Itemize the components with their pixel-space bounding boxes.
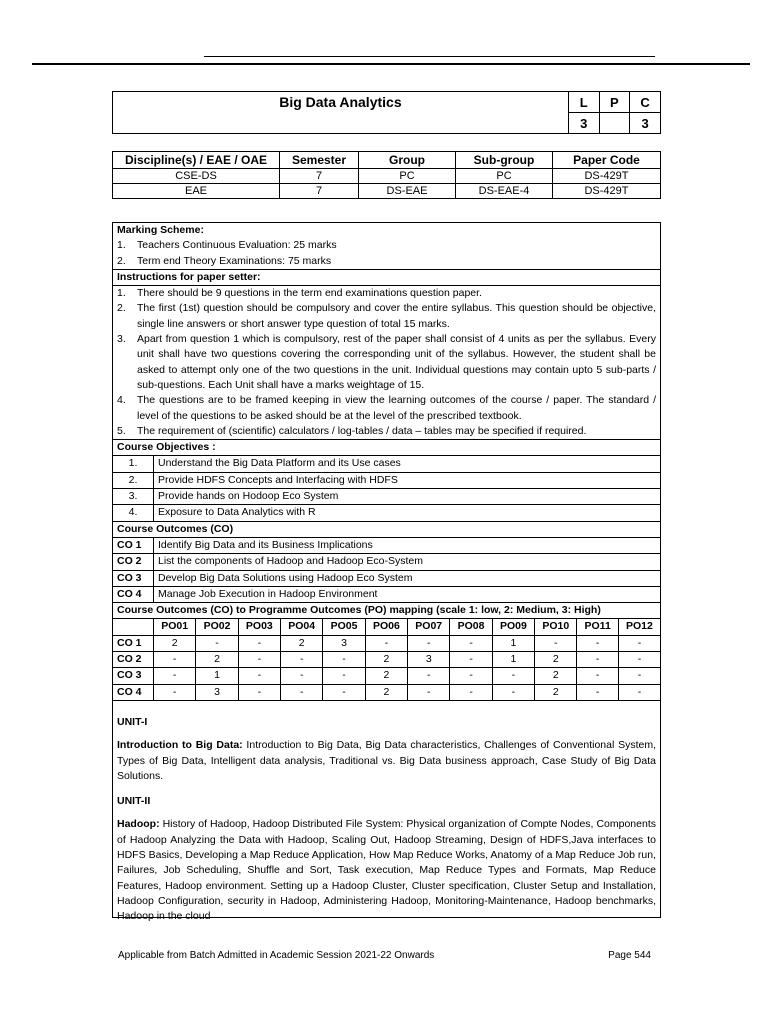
- co-row-label: CO 1: [113, 635, 154, 651]
- outcome-text: Manage Job Execution in Hadoop Environment: [154, 586, 661, 602]
- po-header-cell: PO10: [535, 619, 577, 635]
- mapping-value-cell: -: [408, 635, 450, 651]
- po-header-cell: PO05: [323, 619, 365, 635]
- discipline-cell: EAE: [113, 184, 280, 199]
- mapping-value-cell: 2: [535, 684, 577, 700]
- table-row: [113, 472, 660, 488]
- mapping-value-cell: -: [408, 668, 450, 684]
- marking-scheme-heading: Marking Scheme:: [117, 224, 204, 236]
- mapping-value-cell: -: [450, 668, 492, 684]
- mapping-value-cell: -: [323, 668, 365, 684]
- objective-text: Provide hands on Hodoop Eco System: [154, 489, 661, 505]
- list-number: 1.: [117, 287, 126, 300]
- page-footer: [118, 950, 651, 961]
- course-title: Big Data Analytics: [113, 92, 569, 134]
- group-cell: PC: [359, 169, 456, 184]
- list-text: Teachers Continuous Evaluation: 25 marks: [137, 239, 337, 252]
- table-row: [113, 570, 660, 586]
- unit-body: History of Hadoop, Hadoop Distributed File System: Physical organization of Compte Nodes, Components of Hadoop Analyzing the Data with Hadoop, Scaling Out, Hadoop Streaming, Design of HDFS,Java interfaces to HDFS Basics, Developing a Map Reduce Application, How Map Reduce Works, Anatomy of a Map Reduce Job run, Failures, Job Scheduling, Shuffle and Sort, Task execution, Map Reduce Types and Formats, Map Reduce Features, Hadoop environment. Setting up a Hadoop Cluster, Cluster specification, Cluster Setup and Installation, Hadoop Configuration, security in Hadoop, Administering Hadoop, Monitoring-Maintenance, Hadoop benchmarks, Hadoop in the cloud: [117, 818, 656, 923]
- unit-content: [117, 738, 656, 784]
- objective-text: Exposure to Data Analytics with R: [154, 505, 661, 521]
- mapping-value-cell: -: [281, 652, 323, 668]
- list-text: Term end Theory Examinations: 75 marks: [137, 254, 332, 267]
- lpc-header-l: L: [568, 92, 599, 113]
- instructions-section: [113, 286, 660, 440]
- outcome-text: Identify Big Data and its Business Implications: [154, 538, 661, 554]
- mapping-value-cell: -: [618, 668, 660, 684]
- mapping-value-cell: 2: [281, 635, 323, 651]
- mapping-value-cell: -: [577, 668, 618, 684]
- mapping-value-cell: 2: [154, 635, 196, 651]
- subgroup-cell: DS-EAE-4: [456, 184, 553, 199]
- table-row: [113, 505, 660, 521]
- list-number: 3.: [117, 333, 126, 346]
- co-row-label: CO 3: [113, 668, 154, 684]
- paper-code-header: Paper Code: [553, 152, 661, 169]
- mapping-header-row: [113, 619, 660, 635]
- discipline-row: [113, 169, 661, 184]
- mapping-value-cell: -: [323, 684, 365, 700]
- list-item: [117, 424, 656, 439]
- mapping-value-cell: -: [154, 684, 196, 700]
- outcome-label: CO 1: [113, 538, 154, 554]
- list-item: [117, 254, 656, 269]
- table-row: [113, 538, 660, 554]
- po-header-cell: PO04: [281, 619, 323, 635]
- discipline-header: Discipline(s) / EAE / OAE: [113, 152, 280, 169]
- mapping-row: [113, 652, 660, 668]
- mapping-heading: Course Outcomes (CO) to Programme Outcomes (PO) mapping (scale 1: low, 2: Medium, 3: High): [113, 603, 660, 619]
- mapping-value-cell: -: [238, 668, 280, 684]
- objectives-table: [113, 456, 660, 521]
- group-cell: DS-EAE: [359, 184, 456, 199]
- po-header-cell: PO06: [365, 619, 407, 635]
- list-number: 5.: [117, 424, 126, 437]
- table-row: [113, 489, 660, 505]
- objective-text: Understand the Big Data Platform and its Use cases: [154, 456, 661, 472]
- semester-cell: 7: [280, 169, 359, 184]
- list-item: [117, 286, 656, 301]
- subgroup-header: Sub-group: [456, 152, 553, 169]
- header-rule-thin: [204, 56, 655, 57]
- subgroup-cell: PC: [456, 169, 553, 184]
- header-rule-thick: [32, 63, 750, 65]
- mapping-value-cell: -: [281, 684, 323, 700]
- paper-code-cell: DS-429T: [553, 184, 661, 199]
- mapping-value-cell: 3: [408, 652, 450, 668]
- po-header-cell: PO12: [618, 619, 660, 635]
- outcome-text: Develop Big Data Solutions using Hadoop Eco System: [154, 570, 661, 586]
- marking-scheme-section: [113, 223, 660, 270]
- po-header-cell: PO02: [196, 619, 238, 635]
- mapping-row: [113, 635, 660, 651]
- units-section: [113, 701, 660, 925]
- po-header-cell: PO07: [408, 619, 450, 635]
- table-row: [113, 456, 660, 472]
- mapping-value-cell: -: [238, 684, 280, 700]
- outcome-label: CO 2: [113, 554, 154, 570]
- page-number: Page 544: [608, 950, 651, 961]
- po-header-cell: PO03: [238, 619, 280, 635]
- mapping-value-cell: 3: [323, 635, 365, 651]
- list-item: [117, 238, 656, 253]
- mapping-value-cell: -: [196, 635, 238, 651]
- po-header-cell: PO09: [492, 619, 534, 635]
- mapping-value-cell: -: [238, 652, 280, 668]
- co-row-label: CO 4: [113, 684, 154, 700]
- mapping-value-cell: -: [618, 652, 660, 668]
- mapping-value-cell: 2: [365, 668, 407, 684]
- mapping-value-cell: -: [154, 668, 196, 684]
- mapping-value-cell: 2: [535, 668, 577, 684]
- mapping-value-cell: 2: [365, 684, 407, 700]
- table-row: [113, 586, 660, 602]
- list-item: [117, 301, 656, 332]
- unit-heading: UNIT-I: [117, 715, 148, 728]
- list-text: The questions are to be framed keeping in view the learning outcomes of the course / paper. The standard / level of the questions to be asked should be at the level of the prescribed textbook.: [137, 394, 656, 422]
- mapping-value-cell: -: [618, 684, 660, 700]
- objective-number: 1.: [113, 456, 154, 472]
- list-text: Apart from question 1 which is compulsory, rest of the paper shall consist of 4 units as per the syllabus. Every unit shall have two questions covering the corresponding unit of the syllabus. However, the student shall be asked to attempt only one of the two questions in the unit. Individual questions may contain upto 5 sub-parts / sub-questions. Each Unit shall have a marks weightage of 15.: [137, 333, 656, 391]
- group-header: Group: [359, 152, 456, 169]
- mapping-value-cell: -: [450, 684, 492, 700]
- mapping-value-cell: 3: [196, 684, 238, 700]
- list-number: 1.: [117, 239, 126, 252]
- mapping-value-cell: -: [577, 635, 618, 651]
- mapping-row: [113, 684, 660, 700]
- objective-number: 2.: [113, 472, 154, 488]
- objective-text: Provide HDFS Concepts and Interfacing with HDFS: [154, 472, 661, 488]
- outcome-label: CO 4: [113, 586, 154, 602]
- po-header-cell: PO08: [450, 619, 492, 635]
- lpc-value-p: [599, 113, 630, 134]
- list-text: The requirement of (scientific) calculators / log-tables / data – tables may be specified if required.: [137, 424, 587, 437]
- outcome-text: List the components of Hadoop and Hadoop Eco-System: [154, 554, 661, 570]
- discipline-cell: CSE-DS: [113, 169, 280, 184]
- outcomes-heading: Course Outcomes (CO): [113, 522, 660, 538]
- list-text: There should be 9 questions in the term end examinations question paper.: [137, 287, 482, 300]
- mapping-value-cell: -: [492, 668, 534, 684]
- co-row-label: CO 2: [113, 652, 154, 668]
- mapping-value-cell: 1: [196, 668, 238, 684]
- mapping-value-cell: -: [535, 635, 577, 651]
- paper-code-cell: DS-429T: [553, 169, 661, 184]
- list-item: [117, 393, 656, 424]
- unit-heading: UNIT-II: [117, 795, 151, 808]
- mapping-row: [113, 668, 660, 684]
- mapping-value-cell: 1: [492, 652, 534, 668]
- course-title-table: [112, 91, 661, 134]
- lpc-header-c: C: [630, 92, 661, 113]
- po-header-cell: PO01: [154, 619, 196, 635]
- mapping-value-cell: -: [492, 684, 534, 700]
- mapping-value-cell: -: [577, 684, 618, 700]
- unit-body: Introduction to Big Data, Big Data characteristics, Challenges of Conventional System, Types of Big Data, Intelligent data analysis, Traditional vs. Big Data business approach, Case Study of Big Data Solutions.: [117, 739, 656, 782]
- lpc-value-c: 3: [630, 113, 661, 134]
- mapping-value-cell: -: [618, 635, 660, 651]
- discipline-header-row: [113, 152, 661, 169]
- objectives-heading: Course Objectives :: [113, 440, 660, 456]
- syllabus-box: [112, 222, 661, 923]
- discipline-row: [113, 184, 661, 199]
- unit-topic: Hadoop:: [117, 818, 160, 831]
- outcome-label: CO 3: [113, 570, 154, 586]
- table-row: [113, 554, 660, 570]
- list-text: The first (1st) question should be compulsory and cover the entire syllabus. This question should be objective, single line answers or short answer type question of total 15 marks.: [137, 302, 656, 330]
- instructions-heading: Instructions for paper setter:: [113, 270, 660, 286]
- mapping-value-cell: -: [238, 635, 280, 651]
- mapping-value-cell: -: [365, 635, 407, 651]
- footer-applicability: Applicable from Batch Admitted in Academic Session 2021-22 Onwards: [118, 950, 435, 961]
- mapping-value-cell: -: [323, 652, 365, 668]
- mapping-value-cell: 2: [196, 652, 238, 668]
- discipline-table: [112, 151, 661, 199]
- mapping-value-cell: -: [281, 668, 323, 684]
- semester-header: Semester: [280, 152, 359, 169]
- unit-topic: Introduction to Big Data:: [117, 739, 243, 752]
- list-number: 2.: [117, 302, 126, 315]
- list-item: [117, 332, 656, 393]
- mapping-value-cell: 2: [535, 652, 577, 668]
- mapping-value-cell: -: [408, 684, 450, 700]
- mapping-value-cell: 2: [365, 652, 407, 668]
- list-number: 2.: [117, 254, 126, 267]
- objective-number: 3.: [113, 489, 154, 505]
- mapping-corner-cell: [113, 619, 154, 635]
- lpc-header-p: P: [599, 92, 630, 113]
- mapping-value-cell: 1: [492, 635, 534, 651]
- outcomes-table: [113, 538, 660, 603]
- po-header-cell: PO11: [577, 619, 618, 635]
- list-number: 4.: [117, 394, 126, 407]
- mapping-value-cell: -: [450, 635, 492, 651]
- semester-cell: 7: [280, 184, 359, 199]
- co-po-mapping-table: [113, 619, 660, 700]
- mapping-value-cell: -: [577, 652, 618, 668]
- objective-number: 4.: [113, 505, 154, 521]
- mapping-value-cell: -: [450, 652, 492, 668]
- lpc-value-l: 3: [568, 113, 599, 134]
- mapping-value-cell: -: [154, 652, 196, 668]
- unit-content: [117, 817, 656, 924]
